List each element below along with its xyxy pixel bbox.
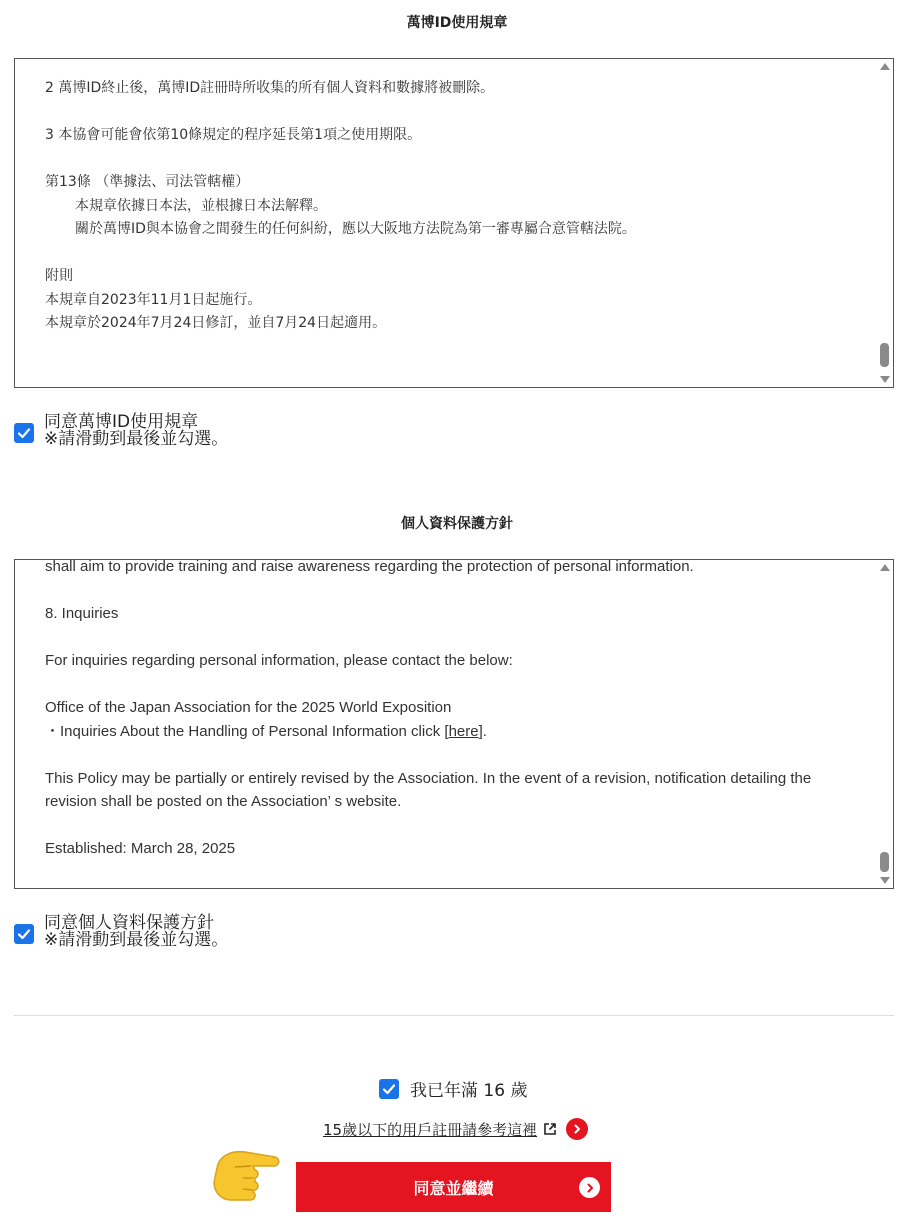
under15-link[interactable]: 15歲以下的用戶註冊請參考這裡	[323, 1120, 538, 1139]
privacy-agree-row[interactable]	[14, 915, 228, 949]
terms-line: 本規章依據日本法，並根據日本法解釋。	[75, 197, 327, 214]
age-label: 我已年滿 16 歲	[410, 1081, 528, 1101]
privacy-line: Office of the Japan Association for the 2025 World Exposition	[45, 699, 452, 716]
divider	[14, 1015, 894, 1016]
chevron-right-icon	[579, 1177, 600, 1198]
privacy-scrollbox[interactable]	[14, 559, 894, 889]
under15-link-row[interactable]	[323, 1118, 588, 1140]
scroll-up-arrow-icon[interactable]	[880, 63, 890, 70]
privacy-line: Established: March 28, 2025	[45, 840, 236, 857]
privacy-inquiry-prefix: ・Inquiries About the Handling of Personal Information click [	[45, 722, 449, 740]
privacy-inquiry-line	[45, 720, 853, 744]
privacy-agree-note: ※請滑動到最後並勾選。	[44, 930, 229, 950]
scroll-down-arrow-icon[interactable]	[880, 877, 890, 884]
backhand-index-pointing-right-icon	[209, 1146, 281, 1208]
chevron-right-icon[interactable]	[566, 1118, 588, 1140]
scroll-down-arrow-icon[interactable]	[880, 376, 890, 383]
terms-agree-row[interactable]	[14, 414, 228, 448]
privacy-line: For inquiries regarding personal information, please contact the below:	[45, 652, 513, 669]
terms-line: 3 本協會可能會依第10條規定的程序延長第1項之使用期限。	[45, 127, 422, 143]
terms-content	[45, 77, 853, 336]
agree-continue-button[interactable]	[296, 1162, 611, 1212]
terms-agree-label: 同意萬博ID使用規章	[44, 412, 199, 432]
terms-title: 萬博ID使用規章	[406, 15, 508, 31]
terms-line: 本規章於2024年7月24日修訂，並自7月24日起適用。	[45, 315, 387, 331]
privacy-here-link[interactable]: here	[448, 722, 479, 740]
scroll-thumb[interactable]	[880, 343, 889, 367]
terms-scrollbar[interactable]	[877, 59, 893, 387]
privacy-inquiry-suffix: ].	[478, 722, 487, 740]
terms-line: 本規章自2023年11月1日起施行。	[45, 291, 262, 308]
privacy-title: 個人資料保護方針	[401, 516, 513, 532]
terms-scrollbox[interactable]	[14, 58, 894, 388]
checkmark-icon	[382, 1082, 396, 1096]
scroll-up-arrow-icon[interactable]	[880, 564, 890, 571]
privacy-line: shall aim to provide training and raise awareness regarding the protection of personal information.	[45, 559, 694, 575]
scroll-thumb[interactable]	[880, 852, 889, 872]
privacy-line: This Policy may be partially or entirely revised by the Association. In the event of a revision, notification detailing the revision shall be posted on the Association’ s website.	[45, 769, 812, 810]
privacy-agree-label: 同意個人資料保護方針	[44, 913, 214, 933]
privacy-scrollbar[interactable]	[877, 560, 893, 888]
terms-agree-note: ※請滑動到最後並勾選。	[44, 429, 229, 449]
terms-line: 附則	[45, 268, 73, 284]
age-confirm-row[interactable]	[379, 1076, 527, 1101]
terms-line: 第13條 （準據法、司法管轄權）	[45, 174, 250, 190]
continue-label: 同意並繼續	[413, 1178, 494, 1198]
terms-line: 2 萬博ID終止後，萬博ID註冊時所收集的所有個人資料和數據將被刪除。	[45, 80, 495, 96]
external-link-icon	[543, 1122, 557, 1136]
privacy-agree-checkbox[interactable]	[14, 924, 34, 944]
terms-agree-checkbox[interactable]	[14, 423, 34, 443]
privacy-line: 8. Inquiries	[45, 605, 119, 622]
checkmark-icon	[17, 426, 31, 440]
checkmark-icon	[17, 927, 31, 941]
privacy-content	[45, 559, 853, 861]
terms-line: 關於萬博ID與本協會之間發生的任何糾紛，應以大阪地方法院為第一審專屬合意管轄法院。	[75, 221, 636, 237]
age-checkbox[interactable]	[379, 1079, 399, 1099]
